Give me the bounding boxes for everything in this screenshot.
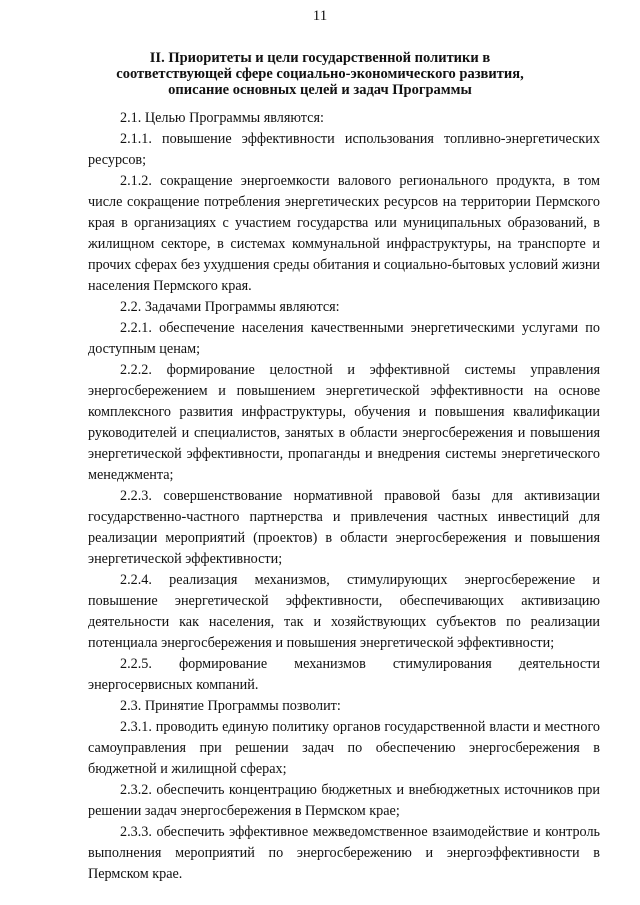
paragraph-goal-2-1-2: 2.1.2. сокращение энергоемкости валового регионального продукта, в том числе сокращение потребления энергетических ресурсов на территории Пермского края в организациях с участием государства или муниципальных образований, в жилищном секторе, в системах коммунальной инфраструктуры, на транспорте и прочих сферах без ухудшения среды обитания и социально-бытовых условий жизни населения Пермского края. (88, 173, 600, 294)
section-heading (80, 50, 560, 98)
paragraph-outcome-2-3-3: 2.3.3. обеспечить эффективное межведомственное взаимодействие и контроль выполнения мероприятий по энергосбережению и энергоэффективности в Пермском крае. (88, 824, 600, 882)
page-number: 11 (312, 8, 328, 24)
heading-line: II. Приоритеты и цели государственной политики в (149, 50, 491, 66)
paragraph-goal-intro: 2.1. Целью Программы являются: (120, 110, 324, 126)
paragraph-task-2-2-4: 2.2.4. реализация механизмов, стимулирующих энергосбережение и повышение энергетической эффективности, обеспечивающих активизацию деятельности как населения, так и хозяйствующих субъектов по реализации потенциала энергосбережения и повышения энергетической эффективности; (88, 572, 600, 651)
paragraph-task-2-2-3: 2.2.3. совершенствование нормативной правовой базы для активизации государственно-частного партнерства и привлечения частных инвестиций для реализации мероприятий (проектов) в области энергосбережения и повышения энергетической эффективности; (88, 488, 600, 567)
body-text (88, 108, 600, 885)
heading-line: описание основных целей и задач Программы (168, 82, 472, 98)
paragraph-outcome-2-3-2: 2.3.2. обеспечить концентрацию бюджетных и внебюджетных источников при решении задач энергосбережения в Пермском крае; (88, 782, 600, 819)
paragraph-goal-2-1-1: 2.1.1. повышение эффективности использования топливно-энергетических ресурсов; (88, 131, 600, 168)
heading-line: соответствующей сфере социально-экономического развития, (116, 66, 524, 82)
paragraph-tasks-intro: 2.2. Задачами Программы являются: (120, 299, 340, 315)
paragraph-outcomes-intro: 2.3. Принятие Программы позволит: (120, 698, 341, 714)
paragraph-outcome-2-3-1: 2.3.1. проводить единую политику органов государственной власти и местного самоуправления при решении задач по обеспечению энергосбережения в бюджетной и жилищной сферах; (88, 719, 600, 777)
paragraph-task-2-2-1: 2.2.1. обеспечение населения качественными энергетическими услугами по доступным ценам; (88, 320, 600, 357)
paragraph-task-2-2-2: 2.2.2. формирование целостной и эффективной системы управления энергосбережением и повышением энергетической эффективности на основе комплексного развития инфраструктуры, обучения и повышения квалификации руководителей и специалистов, занятых в области энергосбережения и повышения энергетической эффективности, пропаганды и внедрения системы энергетического менеджмента; (88, 362, 600, 483)
paragraph-task-2-2-5: 2.2.5. формирование механизмов стимулирования деятельности энергосервисных компаний. (88, 656, 600, 693)
